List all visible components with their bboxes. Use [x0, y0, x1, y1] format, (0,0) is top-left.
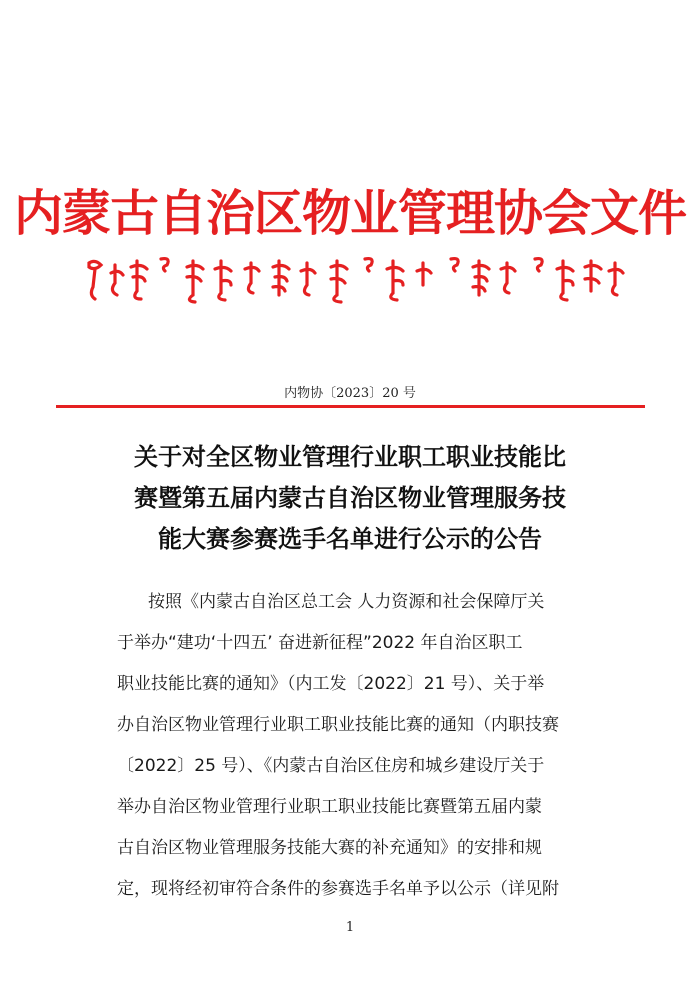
notice-title — [90, 437, 610, 560]
notice-title-line: 关于对全区物业管理行业职工职业技能比 — [134, 443, 566, 471]
body-line: 按照《内蒙古自治区总工会 人力资源和社会保障厅关 — [148, 592, 545, 612]
notice-title-line: 能大赛参赛选手名单进行公示的公告 — [158, 525, 542, 553]
notice-body — [117, 582, 607, 910]
document-org-title: 内蒙古自治区物业管理协会文件 — [13, 184, 686, 242]
body-line: 举办自治区物业管理行业职工职业技能比赛暨第五届内蒙 — [117, 797, 542, 817]
body-line: 职业技能比赛的通知》（内工发〔2022〕21 号）、关于举 — [117, 674, 545, 694]
document-number: 内物协〔2023〕20 号 — [284, 386, 416, 401]
mongolian-script-title — [75, 255, 625, 305]
body-line: 古自治区物业管理服务技能大赛的补充通知》的安排和规 — [117, 838, 542, 858]
red-divider-line — [56, 405, 645, 408]
body-line: 定，现将经初审符合条件的参赛选手名单予以公示（详见附 — [117, 879, 559, 899]
body-line: 〔2022〕25 号）、《内蒙古自治区住房和城乡建设厅关于 — [117, 756, 545, 776]
notice-title-line: 赛暨第五届内蒙古自治区物业管理服务技 — [134, 484, 566, 512]
body-line: 办自治区物业管理行业职工职业技能比赛的通知（内职技赛 — [117, 715, 559, 735]
body-line: 于举办“建功‘十四五’ 奋进新征程”2022 年自治区职工 — [117, 633, 523, 653]
page-number: 1 — [345, 920, 355, 935]
